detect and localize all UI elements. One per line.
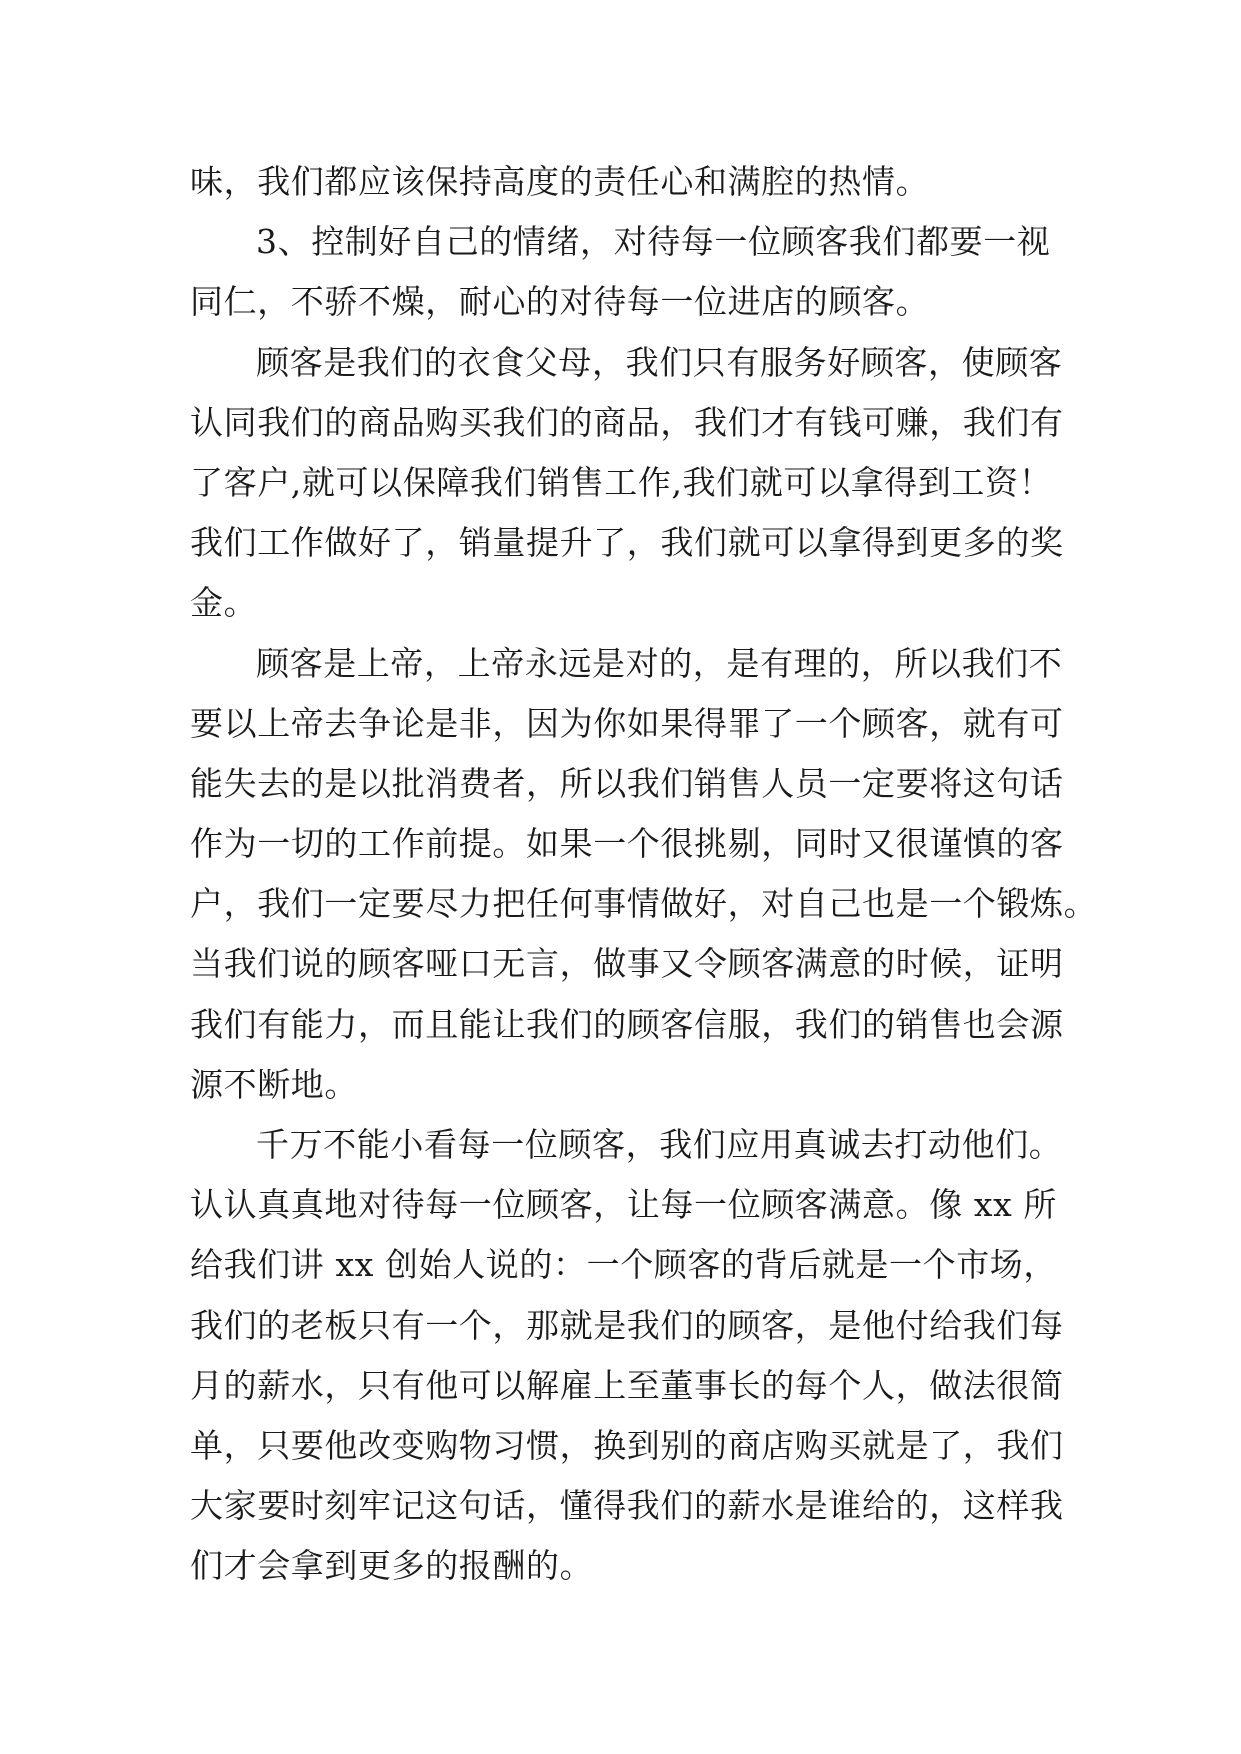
- text-line: 顾客是上帝，上帝永远是对的，是有理的，所以我们不: [256, 643, 1063, 683]
- text-line: 味，我们都应该保持高度的责任心和满腔的热情。: [190, 162, 930, 201]
- text-line: 大家要时刻牢记这句话，懂得我们的薪水是谁给的，这样我: [190, 1486, 1064, 1526]
- text-line: 月的薪水，只有他可以解雇上至董事长的每个人，做法很简: [190, 1365, 1064, 1405]
- body-text: [190, 152, 1098, 1597]
- text-line: 认认真真地对待每一位顾客，让每一位顾客满意。像 xx 所: [190, 1185, 1058, 1225]
- text-line: 3、控制好自己的情绪，对待每一位顾客我们都要一视: [256, 222, 1051, 262]
- text-line: 源不断地。: [190, 1064, 358, 1104]
- text-line: 户，我们一定要尽力把任何事情做好，对自己也是一个锻炼。: [190, 884, 1098, 924]
- text-line: 我们工作做好了，销量提升了，我们就可以拿得到更多的奖: [190, 523, 1064, 563]
- text-line: 给我们讲 xx 创始人说的：一个顾客的背后就是一个市场，: [190, 1245, 1058, 1285]
- text-line: 了客户,就可以保障我们销售工作,我们就可以拿得到工资！: [190, 462, 1053, 502]
- text-line: 我们有能力，而且能让我们的顾客信服，我们的销售也会源: [190, 1004, 1064, 1044]
- text-line: 能失去的是以批消费者，所以我们销售人员一定要将这句话: [190, 763, 1064, 803]
- text-line: 金。: [190, 583, 258, 623]
- text-line: 顾客是我们的衣食父母，我们只有服务好顾客，使顾客: [256, 342, 1063, 382]
- text-line: 认同我们的商品购买我们的商品，我们才有钱可赚，我们有: [190, 402, 1064, 442]
- text-line: 当我们说的顾客哑口无言，做事又令顾客满意的时候，证明: [190, 944, 1064, 984]
- text-line: 单，只要他改变购物习惯，换到别的商店购买就是了，我们: [190, 1425, 1064, 1465]
- text-line: 千万不能小看每一位顾客，我们应用真诚去打动他们。: [256, 1125, 1063, 1164]
- text-line: 我们的老板只有一个，那就是我们的顾客，是他付给我们每: [190, 1305, 1064, 1345]
- text-line: 要以上帝去争论是非，因为你如果得罪了一个顾客，就有可: [190, 703, 1064, 743]
- text-line: 同仁，不骄不燥，耐心的对待每一位进店的顾客。: [190, 282, 930, 322]
- text-line: 作为一切的工作前提。如果一个很挑剔，同时又很谨慎的客: [190, 824, 1064, 864]
- text-line: 们才会拿到更多的报酬的。: [190, 1546, 594, 1586]
